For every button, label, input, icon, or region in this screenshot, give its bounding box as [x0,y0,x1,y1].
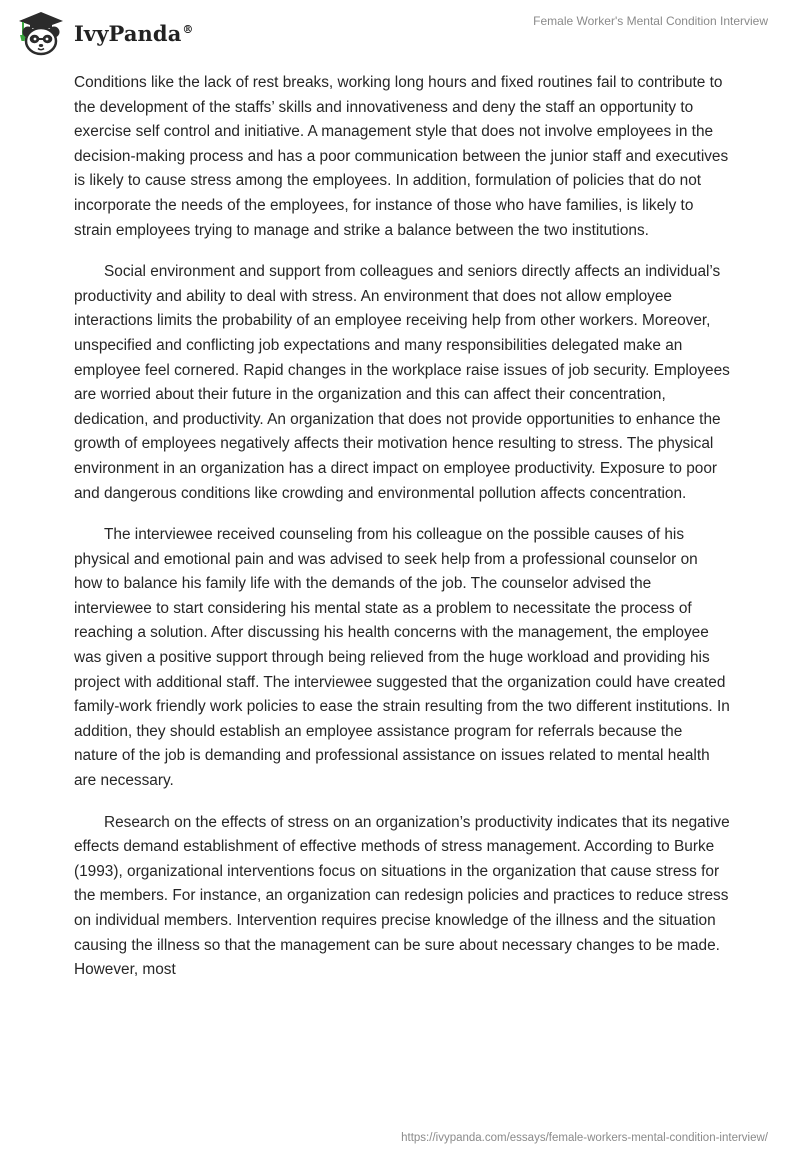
paragraph: Research on the effects of stress on an organization’s productivity indicates that its negative effects demand establishment of effective methods of stress management. According to Burke (1993), organizational interventions focus on situations in the organization that cause stress for the members. For instance, an organization can redesign policies and practices to reduce stress on individual members. Intervention requires precise knowledge of the illness and the situation causing the illness so that the management can be sure about necessary changes to be made. However, most [74,813,730,979]
paragraph: Social environment and support from colleagues and seniors directly affects an individual’s productivity and ability to deal with stress. An environment that does not allow employee interactions limits the probability of an employee receiving help from other workers. Moreover, unspecified and conflicting job expectations and many responsibilities delegated make an employee feel cornered. Rapid changes in the workplace raise issues of job security. Employees are worried about their future in the organization and this can affect their concentration, dedication, and productivity. An organization that does not provide opportunities to enhance the growth of employees negatively affects their motivation hence resulting to stress. The physical environment in an organization has a direct impact on employee productivity. Exposure to poor and dangerous conditions like crowding and environmental pollution affects concentration. [74,263,730,502]
paragraph: The interviewee received counseling from his colleague on the possible causes of his physical and emotional pain and was advised to seek help from a professional counselor on how to balance his family life with the demands of the job. The counselor advised the interviewee to start considering his mental state as a problem to necessitate the process of reaching a solution. After discussing his health concerns with the management, the employee was given a positive support through being relieved from the huge workload and providing his project with additional staff. The interviewee suggested that the organization could have created family-work friendly work policies to ease the strain resulting from the two different institutions. In addition, they should establish an employee assistance program for referrals because the nature of the job is demanding and professional assistance on issues related to mental health are necessary. [74,526,730,790]
paragraph: Conditions like the lack of rest breaks, working long hours and fixed routines fail to contribute to the development of the staffs’ skills and innovativeness and deny the staff an opportunity to exercise self control and initiative. A management style that does not involve employees in the decision-making process and has a poor communication between the junior staff and executives is likely to cause stress among the employees. In addition, formulation of policies that do not incorporate the needs of the employees, for instance of those who have families, is likely to strain employees trying to manage and strike a balance between the two institutions. [74,74,729,239]
page-header [0,0,800,64]
brand-logo[interactable] [14,8,194,56]
registered-mark: ® [182,22,194,36]
panda-graduate-icon [14,8,68,56]
brand-name: IvyPanda® [74,20,194,46]
source-url[interactable]: https://ivypanda.com/essays/female-workers-mental-condition-interview/ [401,1132,768,1144]
document-title: Female Worker's Mental Condition Interview [533,14,768,28]
essay-body [74,71,730,1000]
